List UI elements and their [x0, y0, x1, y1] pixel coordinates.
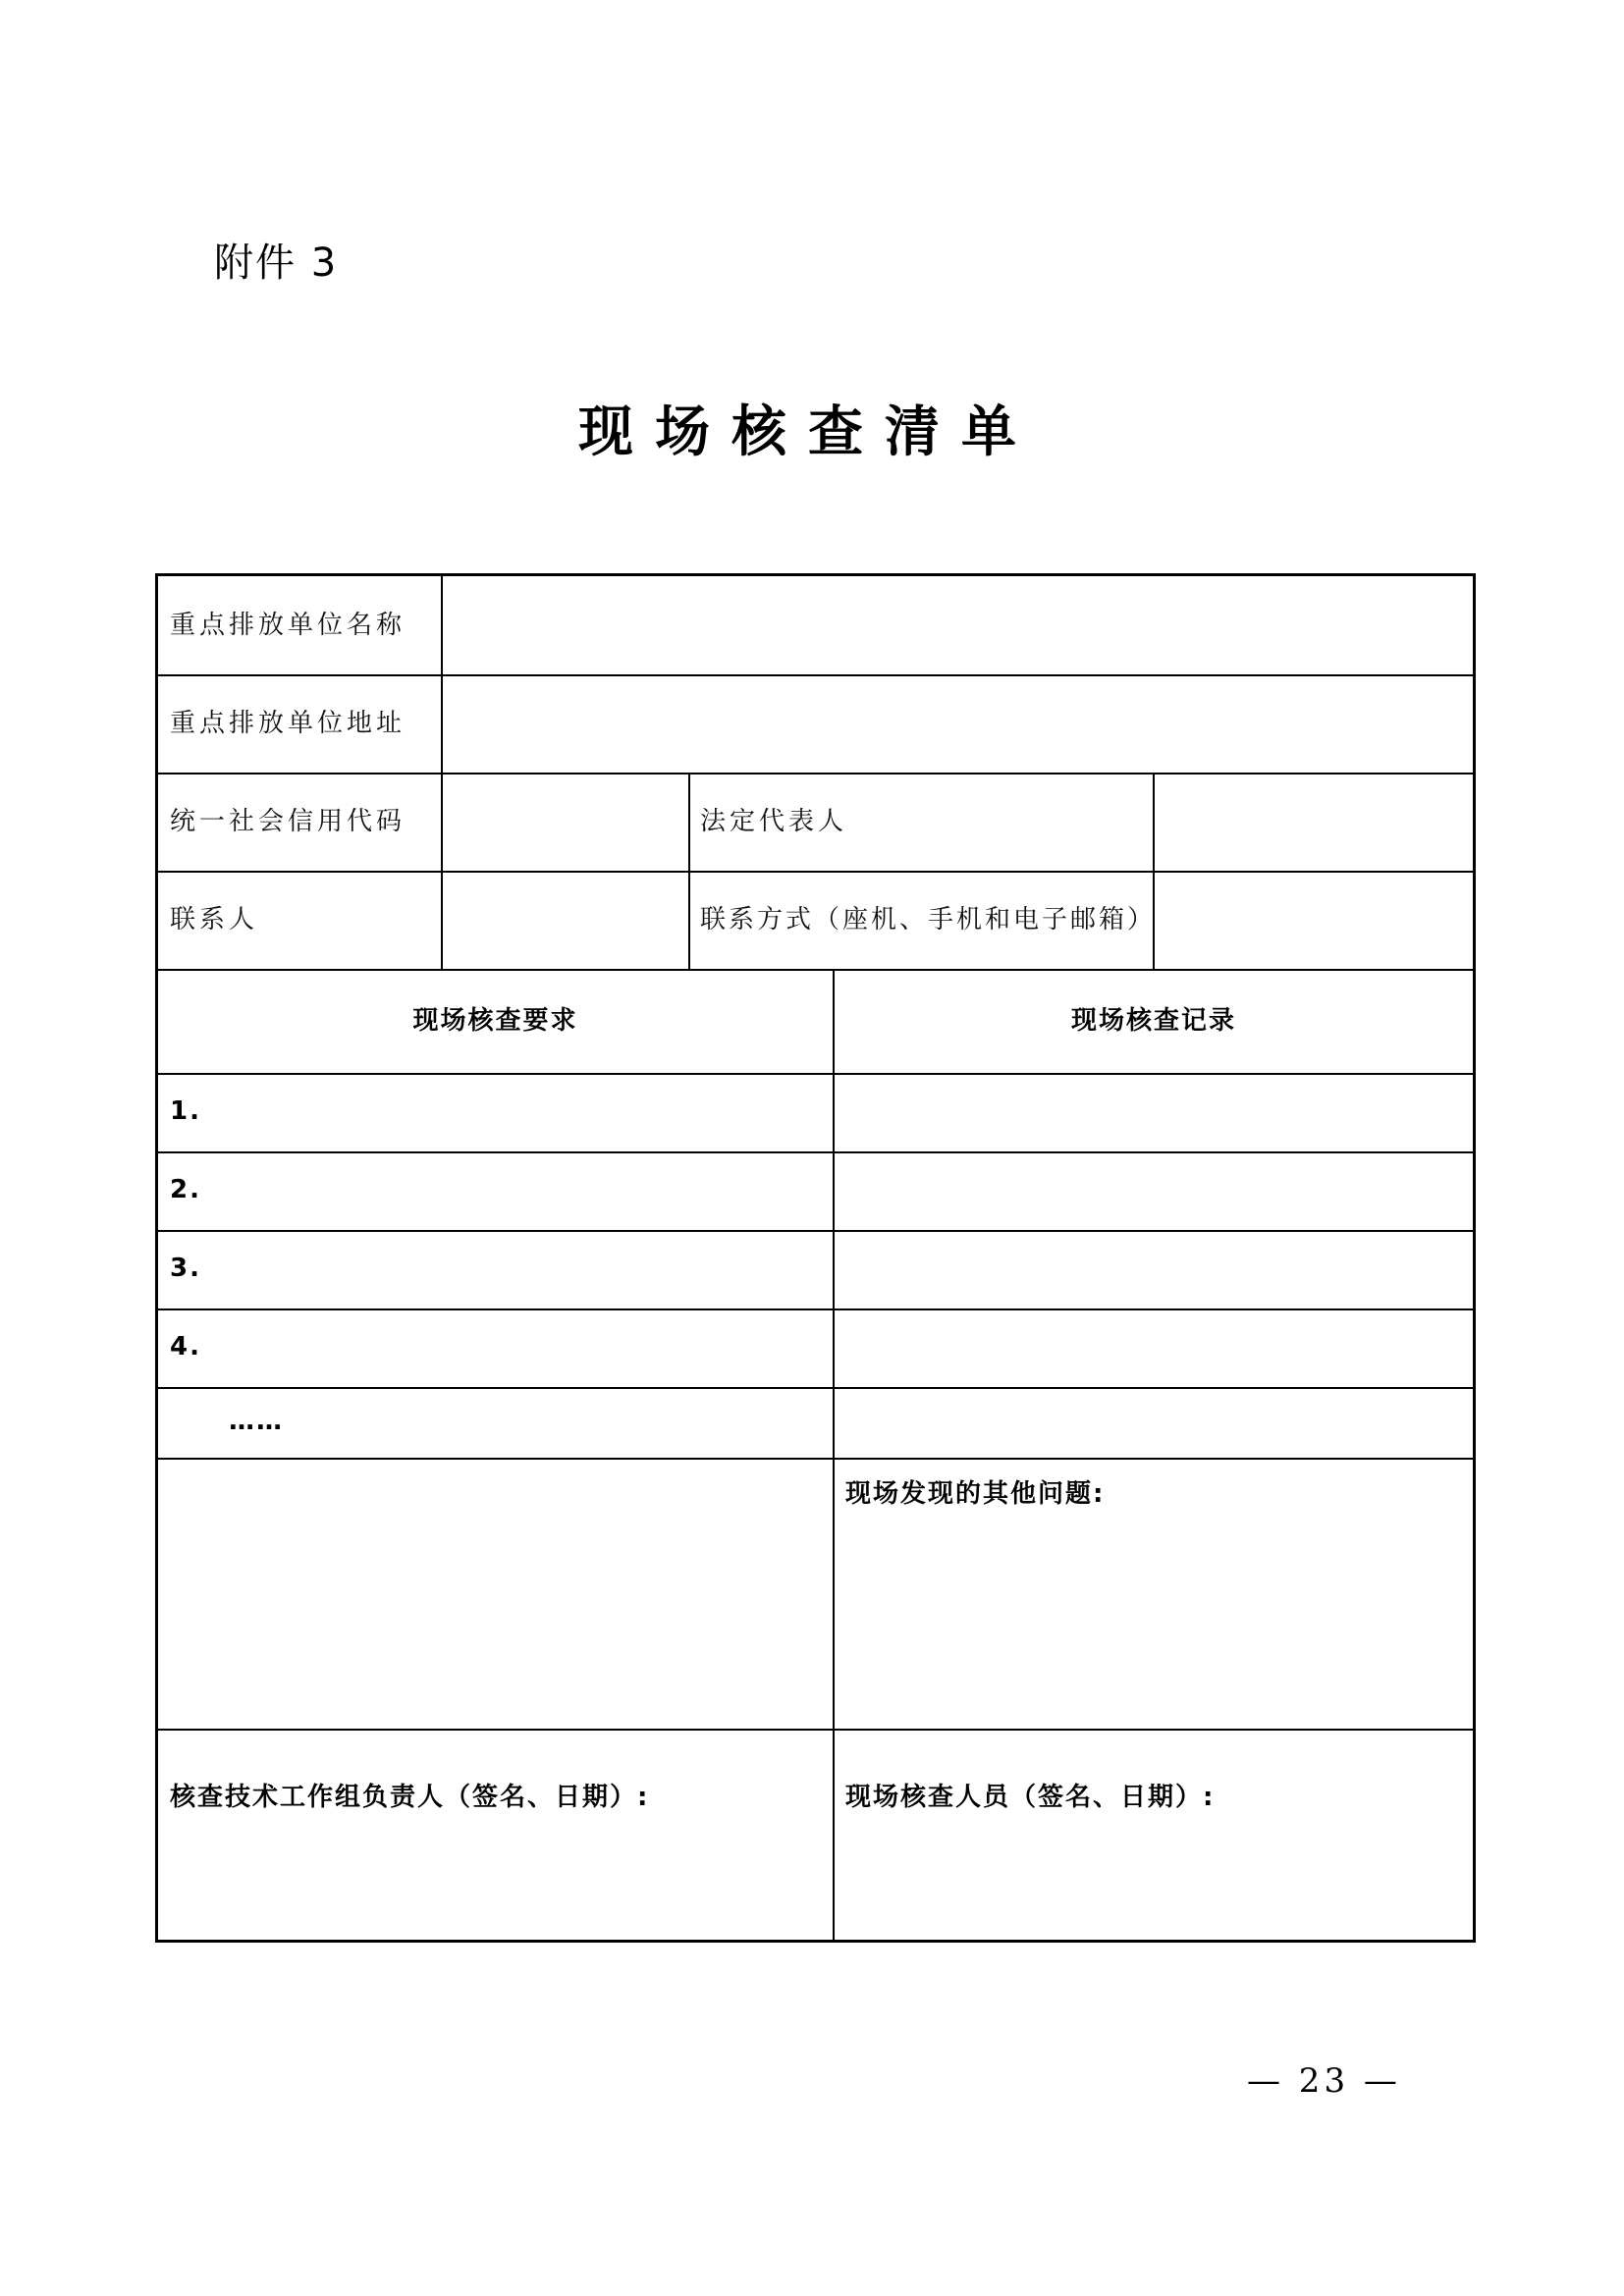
list-item: ……: [229, 1407, 284, 1436]
row-divider: [158, 969, 1473, 971]
inspection-form: [155, 573, 1476, 1943]
row-divider: [158, 1230, 1473, 1232]
inspector-signature-label: 现场核查人员（签名、日期）:: [845, 1783, 1216, 1812]
column-divider: [688, 773, 690, 969]
legal-rep-label: 法定代表人: [700, 807, 848, 836]
row-divider: [158, 1387, 1473, 1389]
list-item: 1.: [170, 1096, 201, 1126]
list-item: 3.: [170, 1254, 201, 1283]
credit-code-label: 统一社会信用代码: [170, 807, 406, 836]
row-divider: [158, 1458, 1473, 1460]
contact-method-label: 联系方式（座机、手机和电子邮箱）: [700, 905, 1157, 934]
attachment-label: 附件 3: [214, 240, 339, 286]
unit-name-label: 重点排放单位名称: [170, 611, 406, 640]
column-divider: [833, 969, 835, 1940]
list-item: 4.: [170, 1332, 201, 1362]
records-header: 现场核查记录: [1070, 1006, 1236, 1036]
row-divider: [158, 871, 1473, 873]
other-issues-label: 现场发现的其他问题:: [845, 1479, 1106, 1509]
document-title: 现场核查清单: [578, 400, 1038, 464]
unit-address-label: 重点排放单位地址: [170, 709, 406, 738]
row-divider: [158, 1308, 1473, 1310]
row-divider: [158, 1151, 1473, 1153]
list-item: 2.: [170, 1175, 201, 1204]
column-divider: [1153, 773, 1155, 969]
requirements-header: 现场核查要求: [412, 1006, 578, 1036]
page-number: — 23 —: [1247, 2061, 1401, 2101]
row-divider: [158, 674, 1473, 676]
tech-leader-signature-label: 核查技术工作组负责人（签名、日期）:: [170, 1783, 650, 1812]
contact-person-label: 联系人: [170, 905, 259, 934]
row-divider: [158, 773, 1473, 774]
row-divider: [158, 1073, 1473, 1075]
column-divider: [441, 576, 443, 969]
row-divider: [158, 1729, 1473, 1731]
